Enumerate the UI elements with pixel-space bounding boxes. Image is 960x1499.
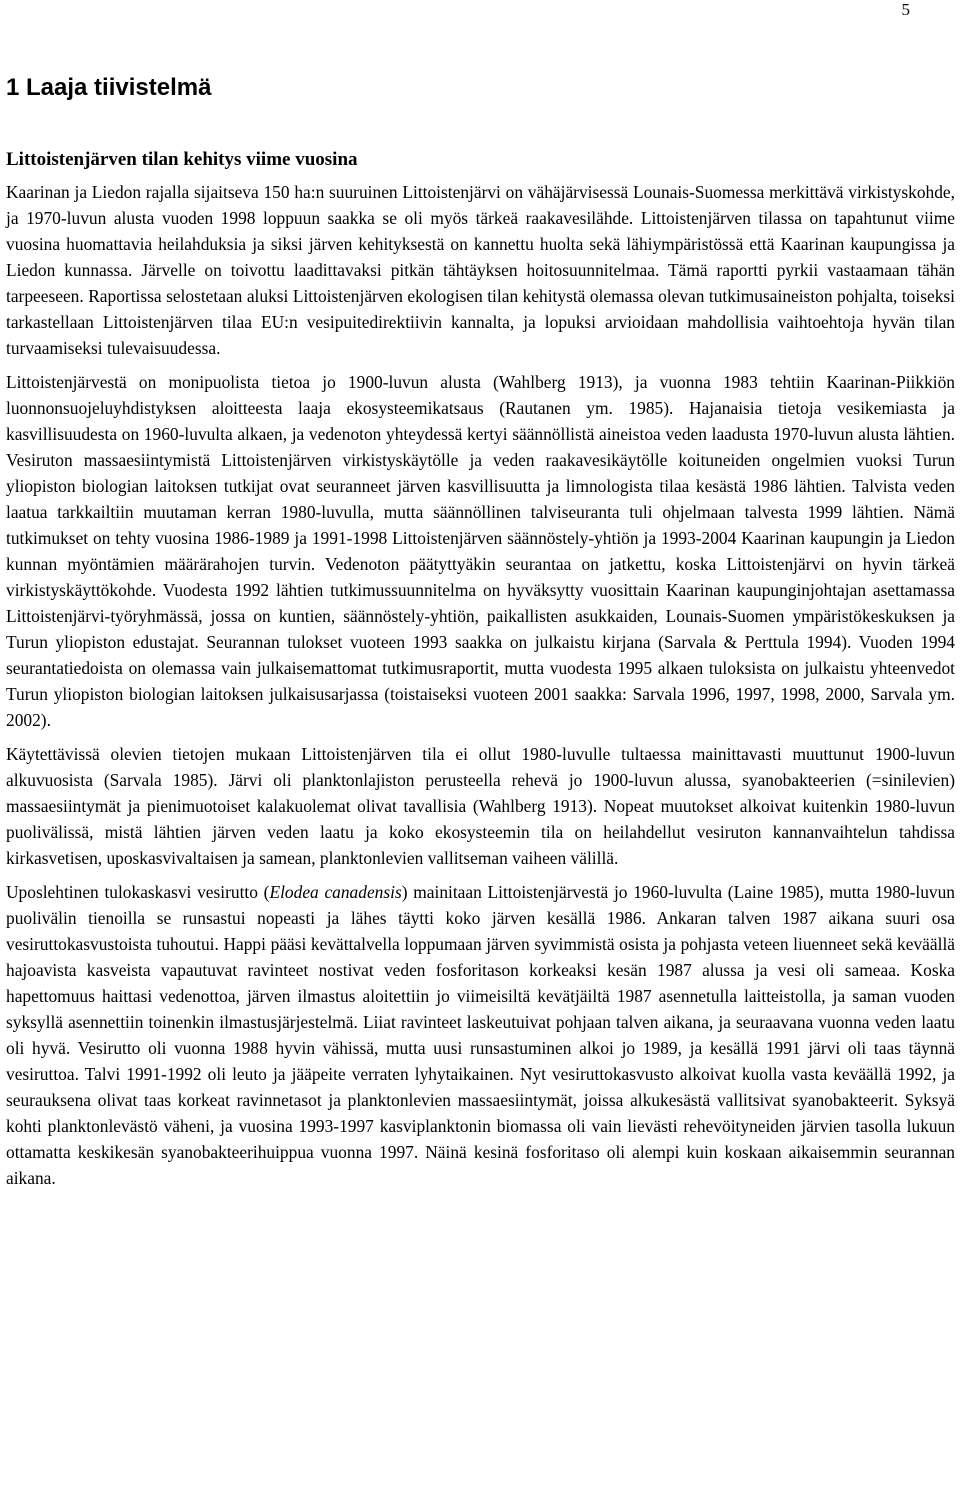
paragraph-text: Kaarinan ja Liedon rajalla sijaitseva 150 ha:n suuruinen Littoistenjärvi on vähäjärvisessä Lounais-Suomessa merkittävä virkistyskohde, ja 1970-luvun alusta vuoden 1998 loppuun saakka se oli myös tärkeä raakavesilähde. Littoistenjärven tilassa on tapahtunut viime vuosina huomattavia heilahduksia ja siksi järven kehityksestä on kannettu huolta sekä lähiympäristössä että Kaarinan kaupungissa ja Liedon kunnassa. Järvelle on toivottu laadittavaksi pitkän tähtäyksen hoitosuunnitelmaa. Tämä raportti pyrkii vastaamaan tähän tarpeeseen. Raportissa selostetaan aluksi Littoistenjärven ekologisen tilan kehitystä olemassa olevan tutkimusaineiston pohjalta, toiseksi tarkastellaan Littoistenjärven tilaa EU:n vesipuitedirektiivin kannalta, ja lopuksi arvioidaan mahdollisia vaihtoehtoja hyvän tilan turvaamiseksi tulevaisuudessa. [6, 182, 955, 358]
chapter-title: 1 Laaja tiivistelmä [6, 74, 212, 101]
paragraph-text: Littoistenjärvestä on monipuolista tietoa jo 1900-luvun alusta (Wahlberg 1913), ja vuonna 1983 tehtiin Kaarinan-Piikkiön luonnonsuojeluyhdistyksen aloitteesta laaja ekosysteemikatsaus (Rautanen ym. 1985). Hajanaisia tietoja vesikemiasta ja kasvillisuudesta on 1960-luvulta alkaen, ja vedenoton yhteydessä kertyi säännöllistä aineistoa veden laadusta 1970-luvun alusta lähtien. Vesiruton massaesiintymistä Littoistenjärven virkistyskäytölle ja veden raakavesikäytölle koituneiden ongelmien vuoksi Turun yliopiston biologian laitoksen tutkijat ovat seuranneet järven kasvillisuutta ja limnologista tilaa kesästä 1986 lähtien. Talvista veden laatua tarkkailtiin muutaman kerran 1980-luvulla, mutta säännöllinen talviseuranta tuli ohjelmaan talvesta 1999 lähtien. Nämä tutkimukset on tehty vuosina 1986-1989 ja 1991-1998 Littoistenjärven säännöstely-yhtiön ja 1993-2004 Kaarinan kaupungin ja Liedon kunnan myöntämien määrärahojen turvin. Vedenoton päätyttyäkin seurantaa on jatkettu, koska Littoistenjärvi on hyvin tärkeä virkistyskäyttökohde. Vuodesta 1992 lähtien tutkimussuunnitelma on hyväksytty vuosittain Kaarinan kaupunginjohtajan asettamassa Littoistenjärvi-työryhmässä, jossa on kuntien, säännöstely-yhtiön, paikallisten asukkaiden, Lounais-Suomen ympäristökeskuksen ja Turun yliopiston edustajat. Seurannan tulokset vuoteen 1993 saakka on julkaistu kirjana (Sarvala & Perttula 1994). Vuoden 1994 seurantatiedoista on olemassa vain julkaisemattomat tutkimusraportit, mutta vuodesta 1995 alkaen tuloksista on julkaistu yhteenvedot Turun yliopiston biologian laitoksen julkaisusarjassa (toistaiseksi vuoteen 2001 saakka: Sarvala 1996, 1997, 1998, 2000, Sarvala ym. 2002). [6, 372, 955, 730]
body-text [6, 179, 955, 1199]
paragraph-text: Käytettävissä olevien tietojen mukaan Littoistenjärven tila ei ollut 1980-luvulle tultaessa mainittavasti muuttunut 1900-luvun alkuvuosista (Sarvala 1985). Järvi oli planktonlajiston perusteella rehevä jo 1900-luvun alussa, syanobakteerien (=sinilevien) massaesiintymät ja pienimuotoiset kalakuolemat olivat tavallisia (Wahlberg 1913). Nopeat muutokset alkoivat kuitenkin 1980-luvun puolivälissä, mistä lähtien järven veden laatu ja koko ekosysteemin tila on heilahdellut vesiruton kannanvaihtelun tahdissa kirkasvetisen, uposkasvivaltaisen ja samean, planktonlevien vallitseman vaiheen välillä. [6, 744, 955, 868]
paragraph [6, 179, 955, 361]
paragraph [6, 879, 955, 1191]
paragraph [6, 369, 955, 733]
paragraph-text: ) mainitaan Littoistenjärvestä jo 1960-luvulta (Laine 1985), mutta 1980-luvun puolivälin tienoilla se runsastui nopeasti ja lähes täytti koko järven kesällä 1986. Ankaran talven 1987 aikana suuri osa vesiruttokasvustoista tuhoutui. Happi pääsi kevättalvella loppumaan järven syvimmistä osista ja pohjasta veteen liuenneet sekä keväällä hajoavista kasveista vapautuvat ravinteet nostivat veden fosforitason korkeaksi kesän 1987 alussa ja vesi oli sameaa. Koska hapettomuus haittasi vedenottoa, järven ilmastus aloitettiin jo viimeisiltä kevätjäiltä 1987 asennetulla laitteistolla, ja saman vuoden syksyllä asennettiin toinenkin ilmastusjärjestelmä. Liiat ravinteet laskeutuivat pohjaan talven aikana, ja seuraavana vuonna veden laatu oli hyvä. Vesirutto oli vuonna 1988 hyvin vähissä, mutta uusi runsastuminen alkoi jo 1989, ja kesällä 1991 järvi oli taas täynnä vesiruttoa. Talvi 1991-1992 oli leuto ja jääpeite verraten lyhytaikainen. Nyt vesiruttokasvusto alkoivat kuolla vasta keväällä 1992, ja seurauksena olivat taas korkeat ravinnetasot ja planktonlevien massaesiintymät, joissa alkukesästä vallitsivat syanobakteerit. Syksyä kohti planktonlevästö väheni, ja vuosina 1993-1997 kasviplanktonin biomassa oli vain lievästi rehevöityneiden järvien tasolla lukuun ottamatta keskikesän syanobakteerihuippua vuonna 1997. Näinä kesinä fosforitaso oli alempi kuin koskaan aikaisemmin seurannan aikana. [6, 882, 956, 1188]
page-number: 5 [901, 0, 910, 19]
paragraph [6, 741, 955, 871]
paragraph-text: Uposlehtinen tulokaskasvi vesirutto ( [6, 882, 270, 902]
section-title: Littoistenjärven tilan kehitys viime vuosina [6, 149, 358, 170]
italic-text: Elodea canadensis [269, 882, 402, 902]
